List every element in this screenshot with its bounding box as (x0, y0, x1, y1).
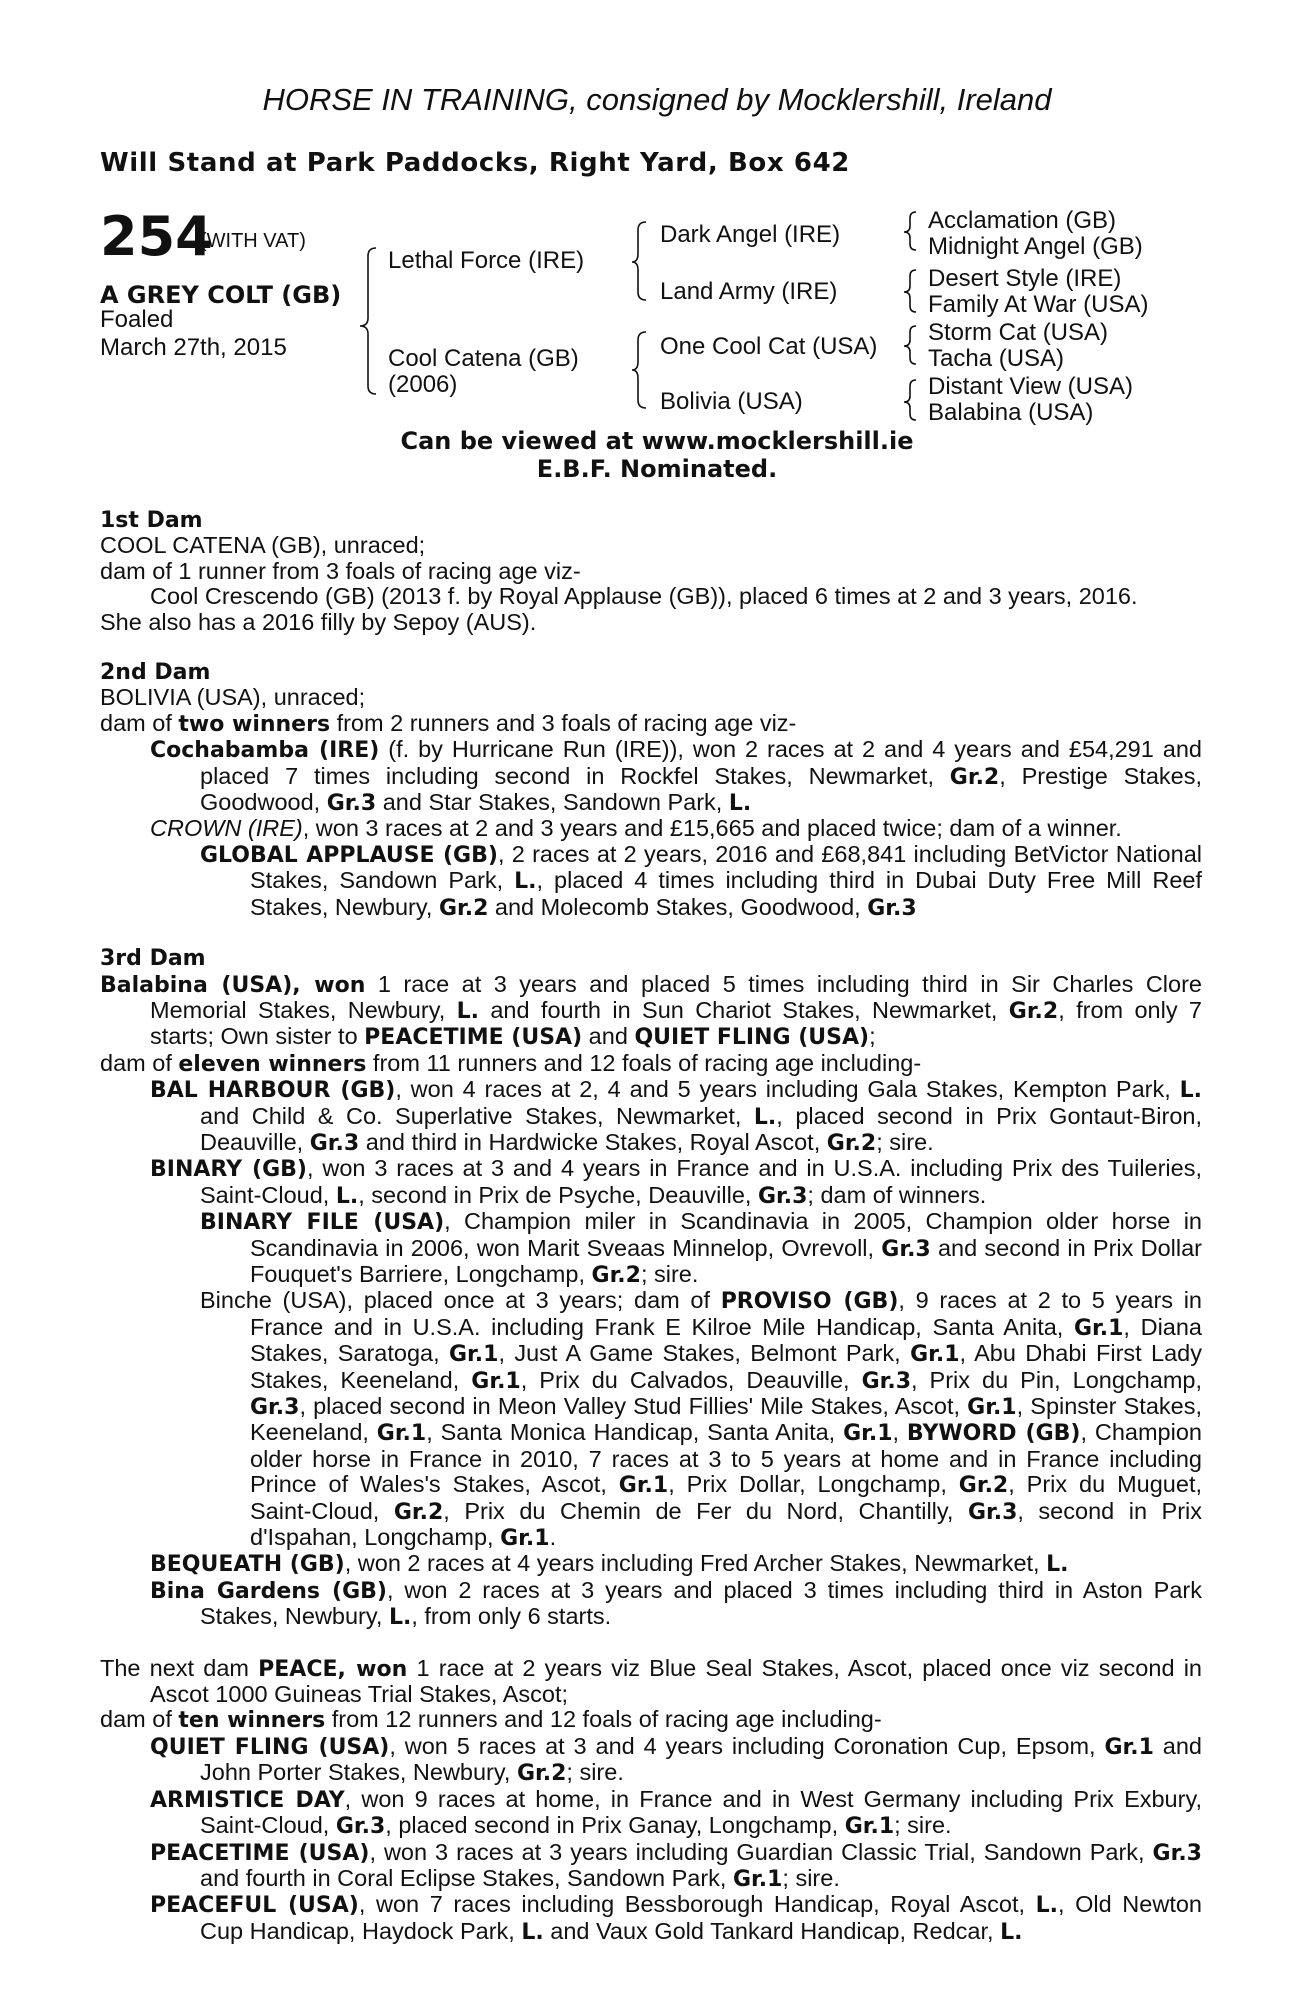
entry-armistice-day: ARMISTICE DAY, won 9 races at home, in France and in West Germany including Prix Exbury, Saint-Cloud, Gr.3, placed second in Prix Ganay, Longchamp, Gr.1; sire. (150, 1785, 1202, 1840)
pedigree-g3-5: Storm Cat (USA) (928, 319, 1109, 346)
entry-binche: Binche (USA), placed once at 3 years; dam of PROVISO (GB), 9 races at 2 to 5 years in France and in U.S.A. including Frank E Kilroe Mile Handicap, Santa Anita, Gr.1, Diana Stakes, Saratoga, Gr.1, Just A Game Stakes, Belmont Park, Gr.1, Abu Dhabi First Lady Stakes, Keeneland, Gr.1, Prix du Calvados, Deauville, Gr.3, Prix du Pin, Longchamp, Gr.3, placed second in Meon Valley Stud Fillies' Mile Stakes, Ascot, Gr.1, Spinster Stakes, Keeneland, Gr.1, Santa Monica Handicap, Santa Anita, Gr.1, BYWORD (GB), Champion older horse in France in 2010, 7 races at 3 to 5 years at home and in France including Prince of Wales's Stakes, Ascot, Gr.1, Prix Dollar, Longchamp, Gr.2, Prix du Muguet, Saint-Cloud, Gr.2, Prix du Chemin de Fer du Nord, Chantilly, Gr.3, second in Prix d'Ispahan, Longchamp, Gr.1. (200, 1287, 1203, 1552)
stand-location: Will Stand at Park Paddocks, Right Yard, Box 642 (100, 148, 850, 178)
first-dam-foal: Cool Crescendo (GB) (2013 f. by Royal Applause (GB)), placed 6 times at 2 and 3 years, 2016. (150, 583, 1138, 610)
entry-binary-file: BINARY FILE (USA), Champion miler in Scandinavia in 2005, Champion older horse in Scandinavia in 2006, won Marit Sveaas Minnelop, Ovrevoll, Gr.3 and second in Prix Dollar Fouquet's Barriere, Longchamp, Gr.2; sire. (200, 1208, 1203, 1288)
viewing-note: Can be viewed at www.mocklershill.ie (400, 427, 914, 455)
third-dam-produce: dam of eleven winners from 11 runners and 12 foals of racing age including- (100, 1049, 922, 1077)
entry-bina-gardens: Bina Gardens (GB), won 2 races at 3 years and placed 3 times including third in Aston Park Stakes, Newbury, L., from only 6 starts. (150, 1576, 1203, 1631)
pedigree-g3-2: Midnight Angel (GB) (928, 233, 1143, 260)
entry-peace: The next dam PEACE, won 1 race at 2 years viz Blue Seal Stakes, Ascot, placed once viz second in Ascot 1000 Guineas Trial Stakes, Ascot; (100, 1654, 1202, 1708)
pedigree-g3-1: Acclamation (GB) (928, 207, 1117, 234)
pedigree-g3-4: Family At War (USA) (928, 291, 1149, 318)
lot-number: 254 (100, 205, 213, 268)
foaled-label: Foaled (100, 306, 174, 333)
vat-note: (WITH VAT) (200, 230, 306, 252)
entry-bal-harbour: BAL HARBOUR (GB), won 4 races at 2, 4 and 5 years including Gala Stakes, Kempton Park, L. and Child & Co. Superlative Stakes, Newmarket, L., placed second in Prix Gontaut-Biron, Deauville, Gr.3 and third in Hardwicke Stakes, Royal Ascot, Gr.2; sire. (150, 1076, 1202, 1156)
entry-crown: CROWN (IRE), won 3 races at 2 and 3 years and £15,665 and placed twice; dam of a winner. (150, 815, 1122, 842)
pedigree-dam-dam: Bolivia (USA) (660, 388, 803, 415)
first-dam-heading: 1st Dam (100, 508, 203, 533)
pedigree-sire: Lethal Force (IRE) (388, 247, 585, 274)
foaled-date: March 27th, 2015 (100, 334, 287, 361)
entry-peacetime: PEACETIME (USA), won 3 races at 3 years including Guardian Classic Trial, Sandown Park, Gr.3 and fourth in Coral Eclipse Stakes, Sandown Park, Gr.1; sire. (150, 1838, 1202, 1892)
entry-peaceful: PEACEFUL (USA), won 7 races including Bessborough Handicap, Royal Ascot, L., Old Newton Cup Handicap, Haydock Park, L. and Vaux Gold Tankard Handicap, Redcar, L. (150, 1891, 1202, 1945)
pedigree-sire-sire: Dark Angel (IRE) (660, 221, 841, 248)
entry-binary: BINARY (GB), won 3 races at 3 and 4 years in France and in U.S.A. including Prix des Tuileries, Saint-Cloud, L., second in Prix de Psyche, Deauville, Gr.3; dam of winners. (150, 1155, 1202, 1209)
entry-bequeath: BEQUEATH (GB), won 2 races at 4 years including Fred Archer Stakes, Newmarket, L. (150, 1550, 1069, 1578)
first-dam-note: She also has a 2016 filly by Sepoy (AUS). (100, 608, 537, 635)
pedigree-g3-3: Desert Style (IRE) (928, 265, 1122, 292)
catalogue-header: HORSE IN TRAINING, consigned by Mocklershill, Ireland (262, 82, 1052, 117)
ebf-note: E.B.F. Nominated. (536, 455, 778, 483)
pedigree-g3-7: Distant View (USA) (928, 373, 1133, 400)
catalogue-body (100, 508, 1202, 1945)
entry-global-applause: GLOBAL APPLAUSE (GB), 2 races at 2 years, 2016 and £68,841 including BetVictor National Stakes, Sandown Park, L., placed 4 times including third in Dubai Duty Free Mill Reef Stakes, Newbury, Gr.2 and Molecomb Stakes, Goodwood, Gr.3 (200, 840, 1202, 921)
entry-quiet-fling: QUIET FLING (USA), won 5 races at 3 and 4 years including Coronation Cup, Epsom, Gr.1 and John Porter Stakes, Newbury, Gr.2; sire. (150, 1732, 1202, 1787)
next-dam-produce: dam of ten winners from 12 runners and 12 foals of racing age including- (100, 1706, 882, 1734)
first-dam-line: COOL CATENA (GB), unraced; (100, 532, 426, 559)
entry-balabina: Balabina (USA), won 1 race at 3 years and placed 5 times including third in Sir Charles Clore Memorial Stakes, Newbury, L. and fourth in Sun Chariot Stakes, Newmarket, Gr.2, from only 7 starts; Own sister to PEACETIME (USA) and QUIET FLING (USA); (100, 970, 1202, 1051)
pedigree-dam-sire: One Cool Cat (USA) (660, 333, 878, 360)
second-dam-line: BOLIVIA (USA), unraced; (100, 684, 366, 711)
pedigree-g3-6: Tacha (USA) (928, 345, 1065, 372)
pedigree-g3-8: Balabina (USA) (928, 399, 1094, 426)
horse-description: A GREY COLT (GB) (100, 281, 342, 309)
entry-cochabamba: Cochabamba (IRE) (f. by Hurricane Run (IRE)), won 2 races at 2 and 4 years and £54,291 and placed 7 times including second in Rockfel Stakes, Newmarket, Gr.2, Prestige Stakes, Goodwood, Gr.3 and Star Stakes, Sandown Park, L. (150, 736, 1202, 817)
third-dam-heading: 3rd Dam (100, 946, 206, 972)
pedigree-dam-year: (2006) (388, 371, 458, 398)
first-dam-produce: dam of 1 runner from 3 foals of racing age viz- (100, 557, 581, 584)
second-dam-heading: 2nd Dam (100, 660, 211, 686)
second-dam-produce: dam of two winners from 2 runners and 3 foals of racing age viz- (100, 709, 797, 737)
pedigree-sire-dam: Land Army (IRE) (660, 278, 838, 305)
pedigree-dam: Cool Catena (GB) (388, 345, 579, 372)
